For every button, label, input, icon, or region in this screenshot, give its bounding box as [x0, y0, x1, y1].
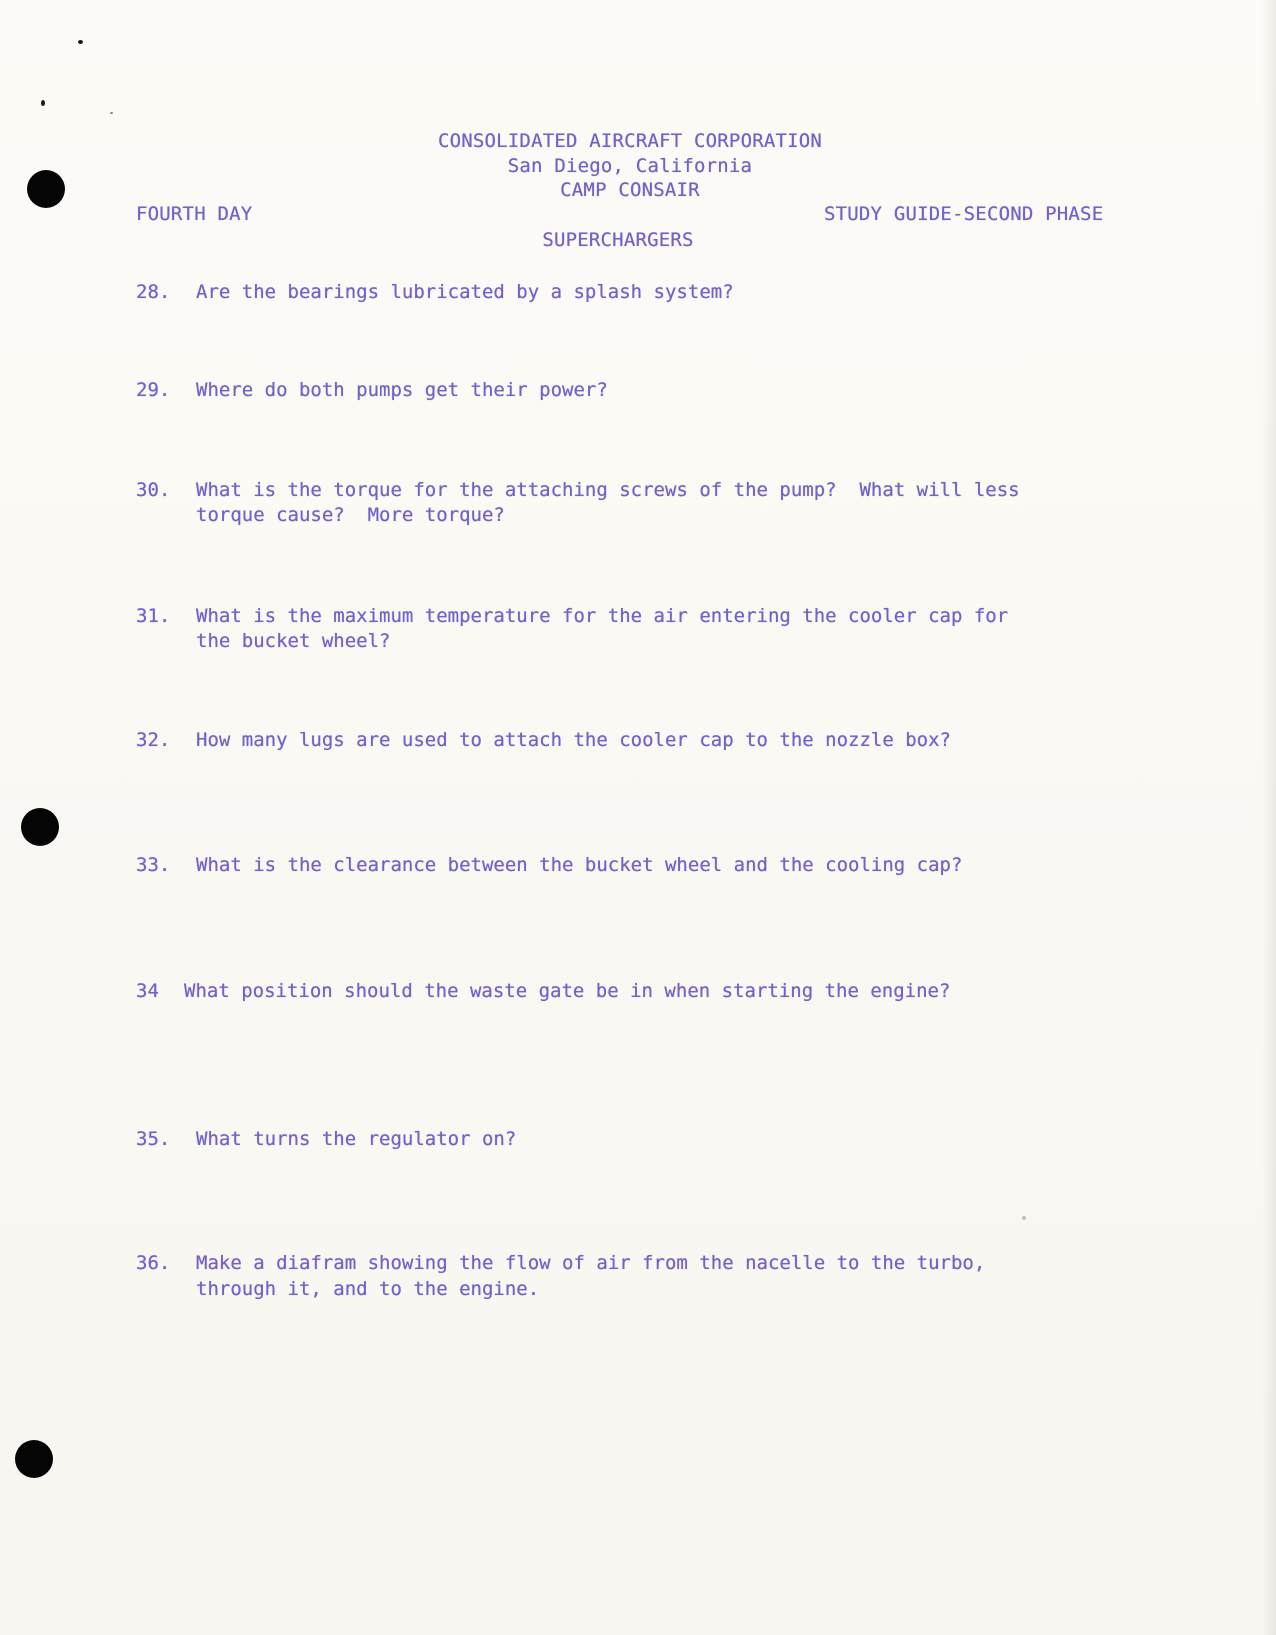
- question-text: What turns the regulator on?: [196, 1128, 517, 1150]
- question-number: 29.: [136, 379, 171, 401]
- question-number: 35.: [136, 1128, 171, 1150]
- question-text: How many lugs are used to attach the cooler cap to the nozzle box?: [196, 729, 951, 751]
- question-text: Are the bearings lubricated by a splash system?: [196, 281, 734, 303]
- paper-speck: [110, 112, 113, 114]
- paper-speck: [1022, 1216, 1026, 1220]
- question-text-continued: the bucket wheel?: [196, 630, 391, 652]
- question-text: Where do both pumps get their power?: [196, 379, 608, 401]
- question-number: 36.: [136, 1252, 171, 1274]
- company-location: San Diego, California: [507, 155, 753, 177]
- paper-speck: [41, 100, 45, 106]
- page-edge-shadow: [1262, 0, 1276, 1635]
- punch-hole-bottom: [15, 1440, 53, 1478]
- subject-title: SUPERCHARGERS: [542, 229, 694, 251]
- day-label: FOURTH DAY: [136, 203, 253, 225]
- punch-hole-middle: [21, 808, 59, 846]
- camp-name: CAMP CONSAIR: [560, 179, 700, 201]
- study-guide-label: STUDY GUIDE-SECOND PHASE: [824, 203, 1104, 225]
- question-text-continued: torque cause? More torque?: [196, 504, 505, 526]
- question-number: 28.: [136, 281, 171, 303]
- question-text: What is the torque for the attaching screws of the pump? What will less: [196, 479, 1020, 501]
- question-text: What is the clearance between the bucket wheel and the cooling cap?: [196, 854, 963, 876]
- question-text: What position should the waste gate be in when starting the engine?: [184, 980, 951, 1002]
- question-text: Make a diafram showing the flow of air from the nacelle to the turbo,: [196, 1252, 986, 1274]
- question-text: What is the maximum temperature for the air entering the cooler cap for: [196, 605, 1009, 627]
- question-number: 33.: [136, 854, 171, 876]
- question-number: 30.: [136, 479, 171, 501]
- question-text-continued: through it, and to the engine.: [196, 1278, 540, 1300]
- question-number: 31.: [136, 605, 171, 627]
- question-number: 34: [136, 980, 159, 1002]
- company-name: CONSOLIDATED AIRCRAFT CORPORATION: [437, 130, 823, 152]
- question-number: 32.: [136, 729, 171, 751]
- paper-speck: [78, 40, 83, 44]
